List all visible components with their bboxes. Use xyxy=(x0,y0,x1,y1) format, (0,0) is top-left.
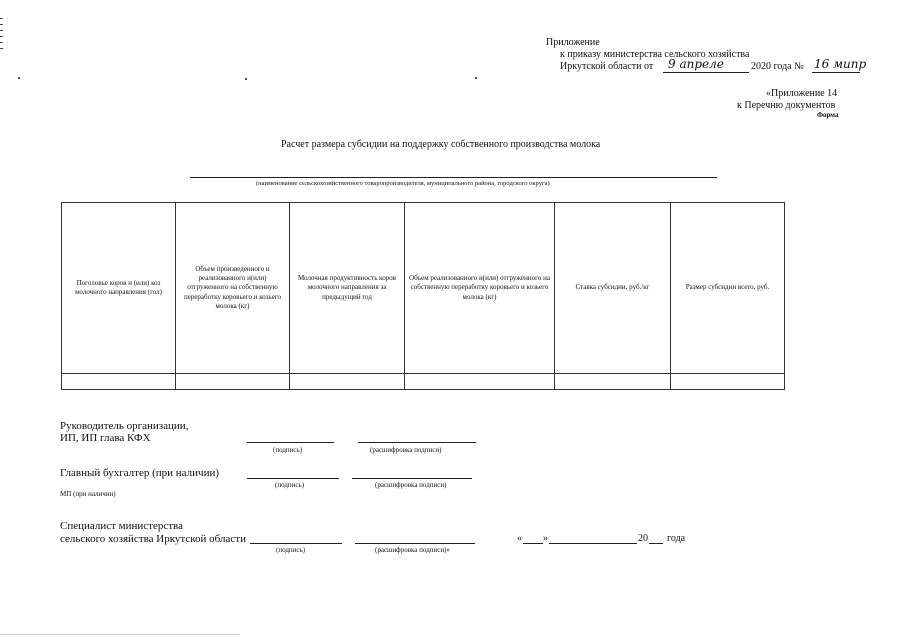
accountant-signature-caption: (подпись) xyxy=(275,481,305,489)
specialist-decode-line[interactable] xyxy=(355,543,475,544)
date-close-quote: » xyxy=(543,533,548,544)
table-header-row xyxy=(62,203,785,374)
producer-caption: (наименование сельскохозяйственного товаропроизводителя, муниципального района, городского округа) xyxy=(256,180,550,187)
stamp-place-label: МП (при наличии) xyxy=(60,490,116,498)
accountant-decode-line[interactable] xyxy=(352,478,472,479)
head-signature-line[interactable] xyxy=(247,442,334,443)
appendix14-label: «Приложение 14 xyxy=(766,88,838,99)
head-decode-line[interactable] xyxy=(358,442,476,443)
table-cell[interactable] xyxy=(176,374,290,390)
date-year-line[interactable] xyxy=(649,543,663,544)
date-century: 20 xyxy=(638,533,648,544)
specialist-title-line1: Специалист министерства xyxy=(60,520,183,532)
accountant-signature-line[interactable] xyxy=(247,478,339,479)
number-underline xyxy=(812,72,860,73)
subsidy-table xyxy=(61,202,785,390)
scan-dot xyxy=(18,77,20,79)
scan-edge-marks xyxy=(0,0,3,640)
order-year: 2020 года № xyxy=(751,61,804,72)
header-cell-herd: Поголовье коров и (или) коз молочного направления (гол) xyxy=(62,203,176,374)
table-cell[interactable] xyxy=(555,374,671,390)
handwritten-number: 16 миnр xyxy=(814,57,867,71)
date-open-quote: « xyxy=(517,533,522,544)
table-cell[interactable] xyxy=(671,374,785,390)
date-year-word: года xyxy=(667,533,686,544)
table-cell[interactable] xyxy=(62,374,176,390)
date-month-line[interactable] xyxy=(549,543,637,544)
specialist-signature-caption: (подпись) xyxy=(276,546,306,554)
header-cell-subsidy-total: Размер субсидии всего, руб. xyxy=(671,203,785,374)
order-reference: к приказу министерства сельского хозяйства xyxy=(560,49,750,60)
scan-bottom-edge xyxy=(0,634,240,635)
header-cell-sold-volume: Объем реализованного и(или) отгруженного на собственную переработку коровьего и козьего молока (кг) xyxy=(405,203,555,374)
table-row xyxy=(62,374,785,390)
scan-dot xyxy=(245,78,247,80)
date-day-line[interactable] xyxy=(523,543,543,544)
header-cell-produced-volume: Объем произведенного и реализованного и(или) отгруженного на собственную переработку коровьего и козьего молока (кг) xyxy=(176,203,290,374)
head-decode-caption: (расшифровка подписи) xyxy=(370,446,442,454)
form-label: Форма xyxy=(817,111,839,119)
head-signature-caption: (подпись) xyxy=(273,446,303,454)
specialist-signature-line[interactable] xyxy=(250,543,342,544)
date-underline xyxy=(663,72,749,73)
documents-list-ref: к Перечню документов xyxy=(737,100,836,111)
handwritten-date: 9 апреле xyxy=(668,57,724,71)
table-cell[interactable] xyxy=(290,374,405,390)
table-cell[interactable] xyxy=(405,374,555,390)
accountant-title: Главный бухгалтер (при наличии) xyxy=(60,467,220,479)
specialist-title-line2: сельского хозяйства Иркутской области xyxy=(60,533,246,545)
header-cell-rate: Ставка субсидии, руб./кг xyxy=(555,203,671,374)
head-title-line2: ИП, ИП глава КФХ xyxy=(60,432,151,444)
accountant-decode-caption: (расшифровка подписи) xyxy=(375,481,447,489)
order-date-prefix: Иркутской области от xyxy=(560,61,654,72)
specialist-decode-caption: (расшифровка подписи)» xyxy=(375,546,450,554)
header-cell-productivity: Молочная продуктивность коров молочного направления за предыдущий год xyxy=(290,203,405,374)
producer-name-line xyxy=(190,177,717,178)
document-title: Расчет размера субсидии на поддержку собственного производства молока xyxy=(281,139,601,150)
scan-dot xyxy=(475,77,477,79)
appendix-label: Приложение xyxy=(546,37,600,48)
head-title-line1: Руководитель организации, xyxy=(60,420,189,432)
